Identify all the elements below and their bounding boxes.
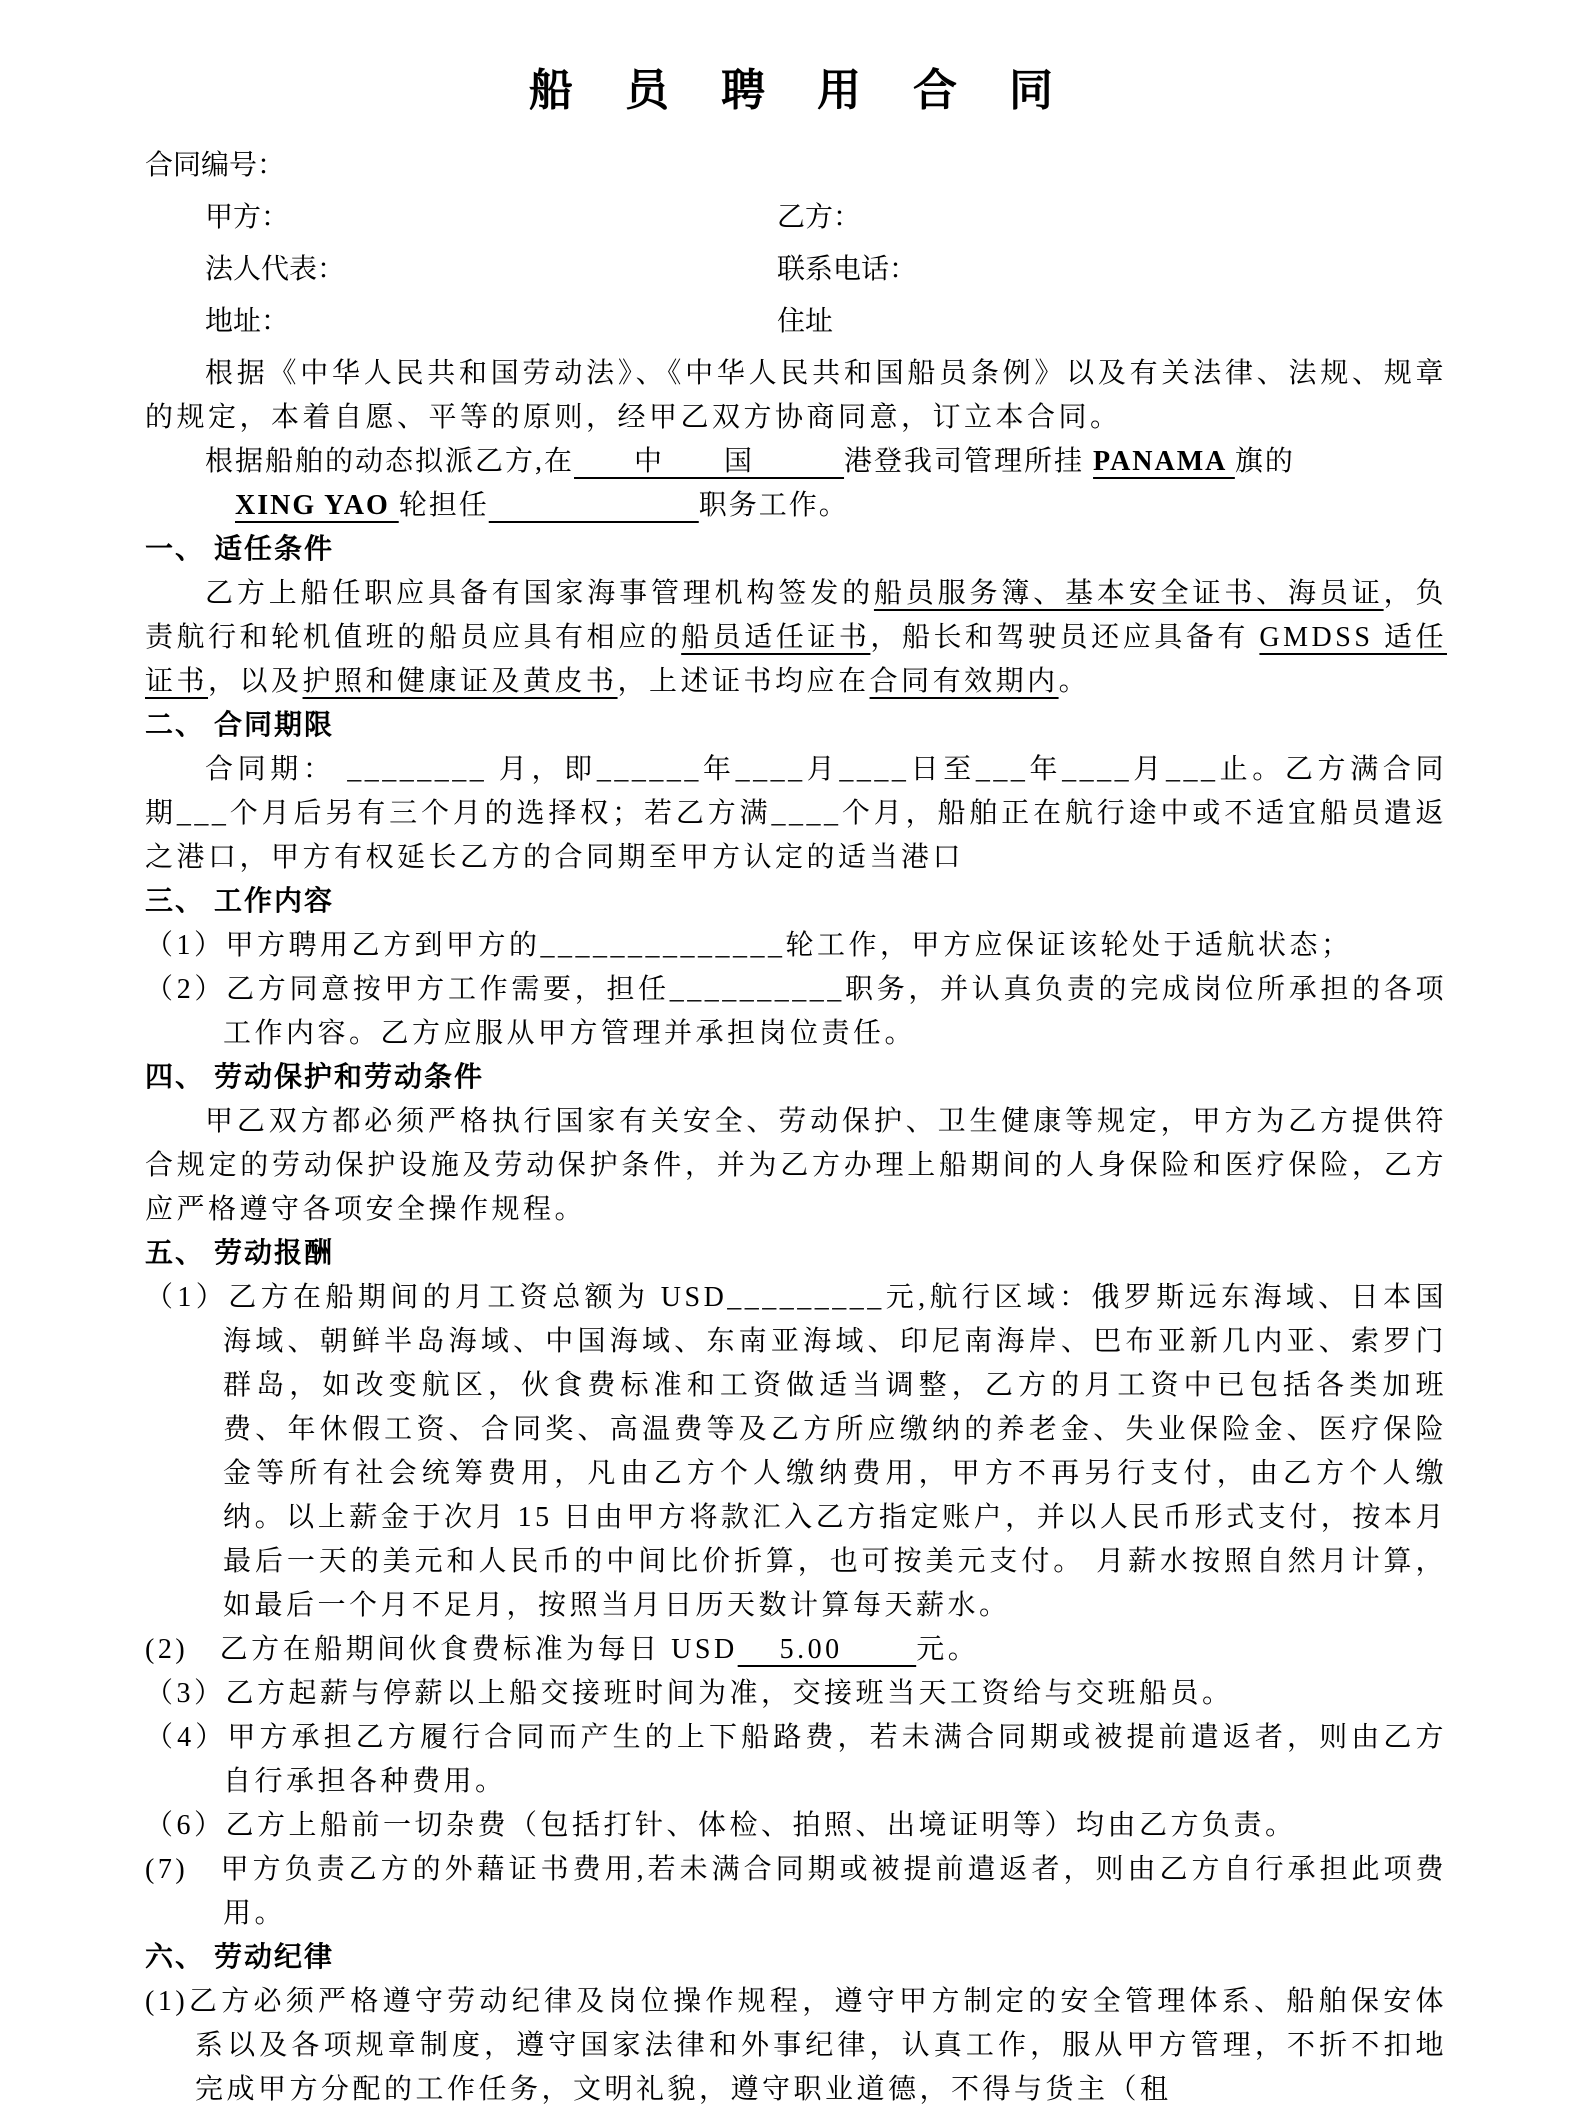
phone-label: 联系电话： [777, 254, 918, 285]
heading-text: 三、 工作内容 [145, 886, 335, 917]
flag-value: PANAMA [1093, 446, 1235, 477]
section-4-heading [145, 1056, 1447, 1100]
body-text: 。 [1058, 666, 1091, 697]
document-body [145, 144, 1447, 2112]
section-3-heading [145, 880, 1447, 924]
section-6-item-1 [145, 1980, 1447, 2112]
dispatch-text: 轮担任 [398, 490, 489, 521]
body-text: (7) 甲方负责乙方的外藉证书费用,若未满合同期或被提前遣返者，则由乙方自行承担此项费用。 [145, 1854, 1447, 1929]
body-text: ，船长和驾驶员还应具备有 [870, 622, 1260, 653]
section-5-item-4 [145, 1716, 1447, 1804]
position-blank [489, 490, 699, 521]
body-text: (2) 乙方在船期间伙食费标准为每日 USD [145, 1634, 738, 1665]
preamble-text: 根据《中华人民共和国劳动法》、《中华人民共和国船员条例》以及有关法律、法规、规章的规定，本着自愿、平等的原则，经甲乙双方协商同意，订立本合同。 [145, 358, 1447, 433]
body-text: （3）乙方起薪与停薪以上船交接班时间为准，交接班当天工资给与交班船员。 [145, 1678, 1234, 1709]
contract-number-line [145, 144, 1447, 188]
section-5-item-1 [145, 1276, 1447, 1628]
section-1-heading [145, 528, 1447, 572]
heading-text: 四、 劳动保护和劳动条件 [145, 1062, 485, 1093]
body-text: 合同期： ________ 月，即______年____月____日至___年____月___止。乙方满合同期___个月后另有三个月的选择权；若乙方满____个月，船舶正在航行途中或不适宜船员遣返之港口，甲方有权延长乙方的合同期至甲方认定的适当港口 [145, 754, 1447, 873]
body-text: （2）乙方同意按甲方工作需要，担任__________职务，并认真负责的完成岗位所承担的各项工作内容。乙方应服从甲方管理并承担岗位责任。 [145, 974, 1447, 1049]
body-text: (1)乙方必须严格遵守劳动纪律及岗位操作规程，遵守甲方制定的安全管理体系、船舶保安体系以及各项规章制度，遵守国家法律和外事纪律，认真工作，服从甲方管理，不折不扣地完成甲方分配的工作任务，文明礼貌，遵守职业道德，不得与货主（租 [145, 1986, 1447, 2105]
section-6-heading [145, 1936, 1447, 1980]
section-5-heading [145, 1232, 1447, 1276]
section-3-item-1 [145, 924, 1447, 968]
party-b-label: 乙方： [777, 202, 862, 233]
gmdss-cert-underlined: GMDSS 适任证书 [145, 622, 1447, 697]
section-3-item-2 [145, 968, 1447, 1056]
heading-text: 一、 适任条件 [145, 534, 335, 565]
passport-health-underlined: 护照和健康证及黄皮书 [302, 666, 618, 697]
section-2-paragraph [145, 748, 1447, 880]
body-text: ，以及 [208, 666, 303, 697]
section-5-item-6 [145, 1804, 1447, 1848]
competency-cert-underlined: 船员适任证书 [681, 622, 871, 653]
residence-label: 住址 [777, 306, 834, 337]
address-label: 地址： [205, 306, 290, 337]
preamble-paragraph [145, 352, 1447, 440]
dispatch-line-1 [145, 440, 1447, 484]
document-title: 船 员 聘 用 合 同 [529, 66, 1063, 115]
heading-text: 六、 劳动纪律 [145, 1942, 335, 1973]
body-text: （4）甲方承担乙方履行合同而产生的上下船路费，若未满合同期或被提前遣返者，则由乙方自行承担各种费用。 [145, 1722, 1447, 1797]
body-text: 甲乙双方都必须严格执行国家有关安全、劳动保护、卫生健康等规定，甲方为乙方提供符合规定的劳动保护设施及劳动保护条件，并为乙方办理上船期间的人身保险和医疗保险，乙方应严格遵守各项安全操作规程。 [145, 1106, 1447, 1225]
dispatch-text: 职务工作。 [698, 490, 849, 521]
food-allowance-value: 5.00 [737, 1634, 917, 1665]
body-text: ，负责航行和轮机值班的船员应具有相应的 [145, 578, 1447, 653]
validity-underlined: 合同有效期内 [869, 666, 1059, 697]
body-text: （1）甲方聘用乙方到甲方的______________轮工作，甲方应保证该轮处于适航状态； [145, 930, 1353, 961]
vessel-name: XING YAO [235, 490, 399, 521]
dispatch-line-2 [235, 484, 1447, 528]
body-text: 乙方上船任职应具备有国家海事管理机构签发的 [205, 578, 874, 609]
party-a-label: 甲方： [205, 202, 290, 233]
body-text: 元。 [916, 1634, 980, 1665]
body-text: ，上述证书均应在 [617, 666, 870, 697]
body-text: （1）乙方在船期间的月工资总额为 USD_________元,航行区域：俄罗斯远东海域、日本国海域、朝鲜半岛海域、中国海域、东南亚海域、印尼南海岸、巴布亚新几内亚、索罗门群岛，如改变航区，伙食费标准和工资做适当调整，乙方的月工资中已包括各类加班费、年休假工资、合同奖、高温费等及乙方所应缴纳的养老金、失业保险金、医疗保险金等所有社会统筹费用，凡由乙方个人缴纳费用，甲方不再另行支付，由乙方个人缴纳。以上薪金于次月 15 日由甲方将款汇入乙方指定账户，并以人民币形式支付，按本月最后一天的美元和人民币的中间比价折算，也可按美元支付。 月薪水按照自然月计算，如最后一个月不足月，按照当月日历天数计算每天薪水。 [145, 1282, 1447, 1621]
dispatch-text: 港登我司管理所挂 [844, 446, 1094, 477]
legal-rep-label: 法人代表： [205, 254, 346, 285]
address-row [145, 300, 1447, 344]
section-4-paragraph [145, 1100, 1447, 1232]
section-1-paragraph [145, 572, 1447, 704]
section-2-heading [145, 704, 1447, 748]
port-blank: 中 国 [574, 446, 845, 477]
rep-row [145, 248, 1447, 292]
contract-number-label: 合同编号： [145, 150, 286, 181]
section-5-item-7 [145, 1848, 1447, 1936]
section-5-item-3 [145, 1672, 1447, 1716]
section-5-item-2 [145, 1628, 1447, 1672]
dispatch-text: 根据船舶的动态拟派乙方,在 [205, 446, 575, 477]
party-row [145, 196, 1447, 240]
heading-text: 二、 合同期限 [145, 710, 335, 741]
heading-text: 五、 劳动报酬 [145, 1238, 335, 1269]
dispatch-text: 旗的 [1234, 446, 1295, 477]
body-text: （6）乙方上船前一切杂费（包括打针、体检、拍照、出境证明等）均由乙方负责。 [145, 1810, 1297, 1841]
certificates-underlined: 船员服务簿、基本安全证书、海员证 [873, 578, 1384, 609]
